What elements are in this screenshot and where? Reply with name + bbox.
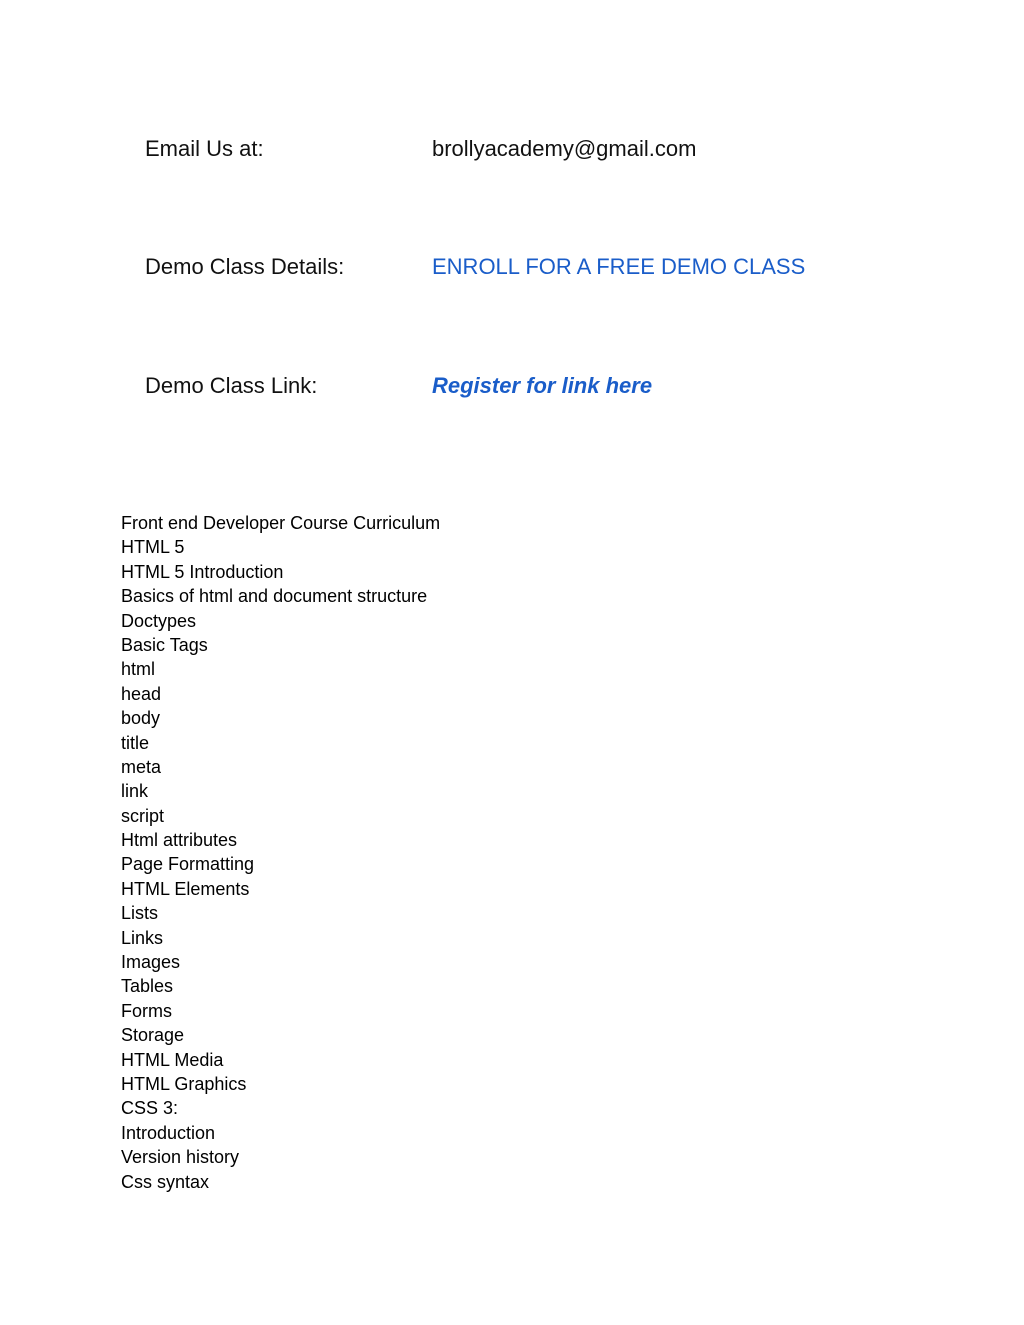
list-item: Html attributes (121, 830, 238, 851)
email-row (0, 133, 1024, 165)
list-item: Links (121, 927, 164, 948)
list-item: Introduction (121, 1122, 216, 1143)
curriculum-title: Front end Developer Course Curriculum (121, 513, 441, 533)
list-item: script (121, 805, 165, 826)
curriculum-list (121, 511, 440, 1194)
list-item: link (121, 781, 149, 802)
list-item: Tables (121, 976, 174, 997)
enroll-demo-link[interactable]: ENROLL FOR A FREE DEMO CLASS (432, 254, 806, 279)
list-item: HTML 5 (121, 537, 185, 558)
list-item: title (121, 732, 150, 753)
list-item: Storage (121, 1025, 185, 1046)
list-item: HTML Elements (121, 878, 250, 899)
list-item: Page Formatting (121, 854, 255, 875)
list-item: Basic Tags (121, 634, 208, 655)
list-item: Forms (121, 1000, 172, 1021)
list-item: HTML Media (121, 1049, 224, 1070)
list-item: html (121, 659, 156, 680)
list-item: Images (121, 952, 181, 973)
register-link[interactable]: Register for link here (432, 373, 653, 398)
demo-link-label: Demo Class Link: (145, 373, 318, 398)
list-item: Css syntax (121, 1171, 210, 1192)
list-item: HTML 5 Introduction (121, 561, 284, 582)
email-address: brollyacademy@gmail.com (432, 136, 697, 161)
demo-link-row (0, 370, 1024, 402)
list-item: Doctypes (121, 610, 197, 631)
demo-details-label: Demo Class Details: (145, 254, 345, 279)
list-item: Basics of html and document structure (121, 586, 428, 607)
list-item: HTML Graphics (121, 1073, 247, 1094)
demo-details-row (0, 251, 1024, 283)
list-item: body (121, 708, 161, 729)
list-item: Version history (121, 1147, 240, 1168)
list-item: meta (121, 756, 162, 777)
list-item: head (121, 683, 162, 704)
email-label: Email Us at: (145, 136, 264, 161)
list-item: Lists (121, 903, 159, 924)
list-item: CSS 3: (121, 1098, 179, 1119)
